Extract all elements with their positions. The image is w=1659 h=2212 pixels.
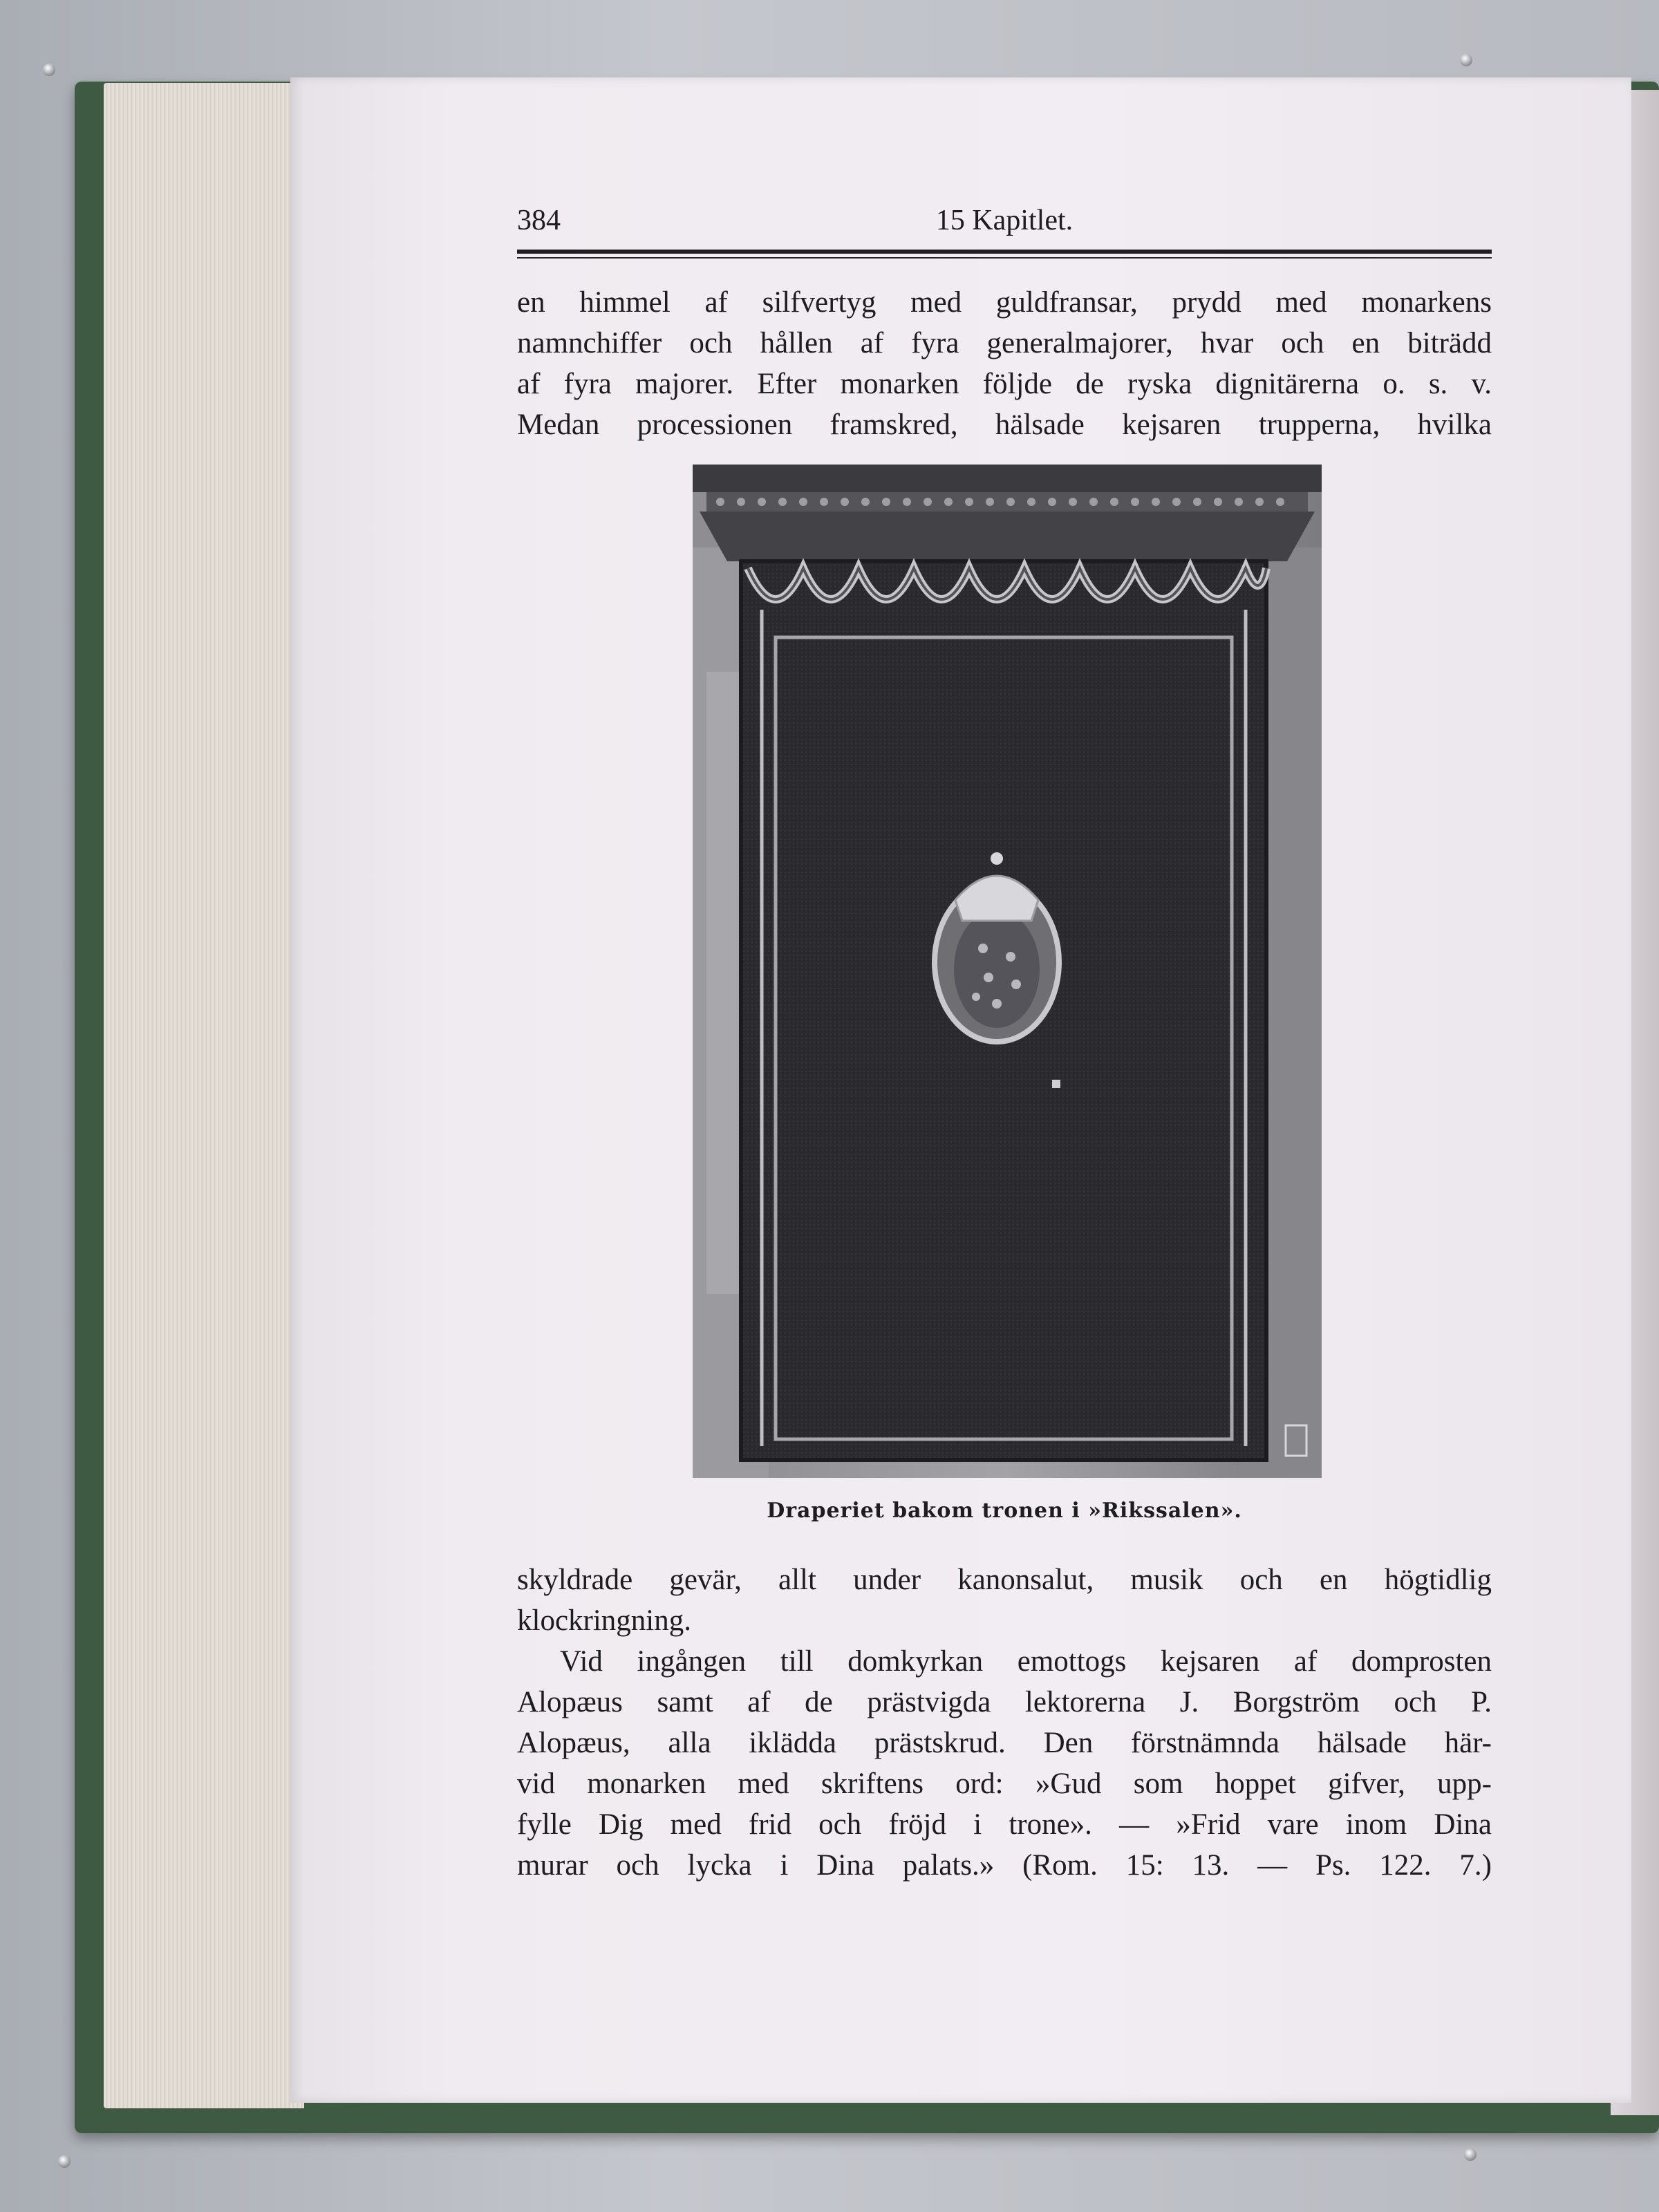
text-line: vid monarken med skriftens ord: »Gud som hoppet gifver, upp- — [517, 1768, 1492, 1800]
figure-caption: Draperiet bakom tronen i »Rikssalen». — [767, 1499, 1242, 1523]
text-line: Alopæus samt af de prästvigda lektorerna J. Borgström och P. — [517, 1686, 1492, 1718]
text-line: Vid ingången till domkyrkan emottogs kejsaren af domprosten — [560, 1645, 1492, 1678]
text-line: Alopæus, alla iklädda prästskrud. Den förstnämnda hälsade här- — [517, 1727, 1492, 1759]
text-line: skyldrade gevär, allt under kanonsalut, musik och en högtidlig — [517, 1564, 1492, 1596]
paragraph-top — [517, 282, 1492, 445]
paragraph-continued — [517, 1559, 1492, 1641]
text-line: en himmel af silfvertyg med guldfransar, prydd med monarkens — [517, 286, 1492, 319]
corner-pin-bottom-right — [1464, 2148, 1477, 2161]
corner-pin-top-right — [1460, 54, 1472, 66]
page-header — [517, 204, 1492, 245]
corner-pin-top-left — [43, 64, 55, 76]
page-number: 384 — [517, 205, 561, 236]
drapery-photograph — [693, 465, 1322, 1478]
header-rule-thick — [517, 250, 1492, 254]
running-head: 15 Kapitlet. — [935, 205, 1074, 236]
paragraph-next — [517, 1641, 1492, 1886]
text-line: fylle Dig med frid och fröjd i trone». — »Frid vare inom Dina — [517, 1808, 1492, 1841]
corner-pin-bottom-left — [58, 2155, 71, 2168]
text-line: af fyra majorer. Efter monarken följde de ryska dignitärerna o. s. v. — [517, 368, 1492, 400]
text-line: Medan processionen framskred, hälsade kejsaren trupperna, hvilka — [517, 409, 1492, 441]
drapery-illustration — [693, 465, 1322, 1478]
text-line: murar och lycka i Dina palats.» (Rom. 15: 13. — Ps. 122. 7.) — [517, 1849, 1492, 1882]
text-line: namnchiffer och hållen af fyra generalmajorer, hvar och en biträdd — [517, 327, 1492, 359]
page-edges — [104, 83, 304, 2108]
header-rule-thin — [517, 257, 1492, 259]
text-line: klockringning. — [517, 1604, 691, 1637]
